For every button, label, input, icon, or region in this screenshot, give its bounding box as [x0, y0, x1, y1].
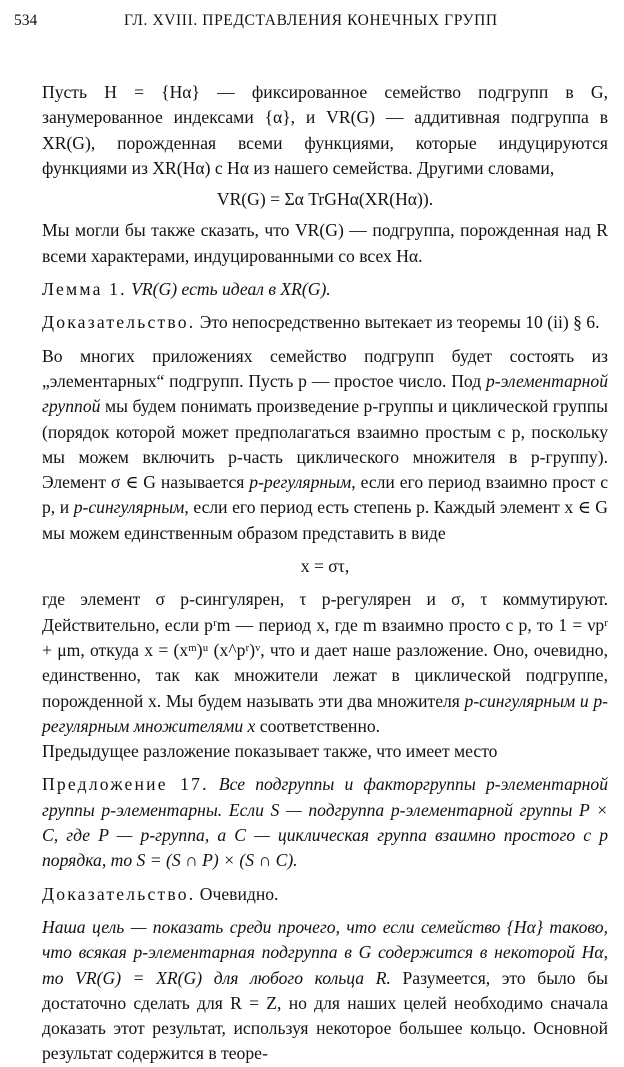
term-p-elementary-group: p-элементарной группой [42, 370, 608, 417]
proposition-statement: Все подгруппы и факторгруппы p-элементарной группы p-элементарны. Если S — подгруппа p-элементарной группы P × C, где P — p-группа, а C — циклическая группа взаимно простого с p порядка, то S = (S ∩ P) × (S ∩ C). [42, 774, 608, 871]
term-p-singular: p-сингулярным [73, 497, 185, 518]
proposition-label: Предложение 17. [42, 774, 209, 795]
proof-1 [42, 310, 608, 335]
paragraph-subgroup-generated: Мы могли бы также сказать, что VR(G) — подгруппа, порожденная над R всеми характерами, индуцированными со всех Hα. [42, 220, 608, 266]
proof-text: Это непосредственно вытекает из теоремы 10 (ii) § 6. [199, 312, 600, 333]
proof-2 [42, 882, 608, 907]
lemma-statement: VR(G) есть идеал в XR(G). [131, 279, 331, 300]
formula-vr-sum: VR(G) = Σα TrGHα(XR(Hα)). [216, 189, 434, 210]
text-run: , если его период есть степень p. Каждый элемент x ∈ G мы можем единственным образом представить в виде [42, 497, 608, 543]
text-run: мы будем понимать произведение p-группы и циклической группы (порядок которой может предполагаться взаимно простым с p, поскольку мы можем включить p-часть циклического множителя в p-группу). Элемент σ ∈ G называется [42, 396, 608, 493]
term-p-regular: p-регулярным [249, 472, 352, 493]
formula-x-sigma-tau: x = στ, [300, 556, 350, 577]
proof-label: Доказательство. [42, 312, 196, 333]
lemma-label: Лемма 1. [42, 279, 127, 300]
running-title: ГЛ. XVIII. ПРЕДСТАВЛЕНИЯ КОНЕЧНЫХ ГРУПП [124, 12, 498, 29]
paragraph-goal [42, 915, 608, 1067]
page-body [42, 80, 608, 1067]
text-run: где элемент σ p-сингулярен, τ p-регулярен и σ, τ коммутируют. Действительно, если pʳm — период x, где m взаимно просто с p, то 1 = νpʳ + μm, откуда x = (xᵐ)ᵘ (x^pʳ)ᵛ, что и дает наше разложение. Оно, очевидно, единственно, так как множители лежат в циклической подгруппе, порожденной x. Мы будем называть эти два множителя [42, 589, 608, 711]
paragraph-decomposition [42, 587, 608, 739]
paragraph-family-definition: Пусть H = {Hα} — фиксированное семейство подгрупп в G, занумерованное индексами {α}, и VR(G) — аддитивная подгруппа в XR(G), порожденная всеми функциями, которые индуцируются функциями из XR(Hα) с Hα из нашего семейства. Другими словами, [42, 82, 608, 178]
paragraph-elementary-groups [42, 344, 608, 546]
proof-text: Очевидно. [199, 883, 279, 904]
page-header [14, 12, 610, 38]
paragraph-consequence: Предыдущее разложение показывает также, что имеет место [42, 741, 498, 762]
term-factors: p-сингулярным и p-регулярным множителями x [42, 690, 608, 736]
proposition-17 [42, 772, 608, 873]
lemma-1 [42, 277, 608, 302]
text-run: Разумеется, это было бы достаточно сделать для R = Z, но для наших целей необходимо сначала доказать этот результат, используя некоторое большее кольцо. Основной результат содержится в теоре- [42, 967, 609, 1064]
text-run: , если его период взаимно прост с p, и [42, 472, 609, 518]
text-run: соответственно. [255, 715, 381, 736]
goal-statement: Наша цель — показать среди прочего, что если семейство {Hα} таково, что всякая p-элементарная подгруппа в G содержится в некоторой Hα, то VR(G) = XR(G) для любого кольца R. [42, 916, 608, 988]
proof-label: Доказательство. [42, 883, 196, 904]
text-run: Во многих приложениях семейство подгрупп будет состоять из „элементарных“ подгрупп. Пусть p — простое число. Под [42, 345, 608, 391]
page-number: 534 [14, 12, 38, 29]
